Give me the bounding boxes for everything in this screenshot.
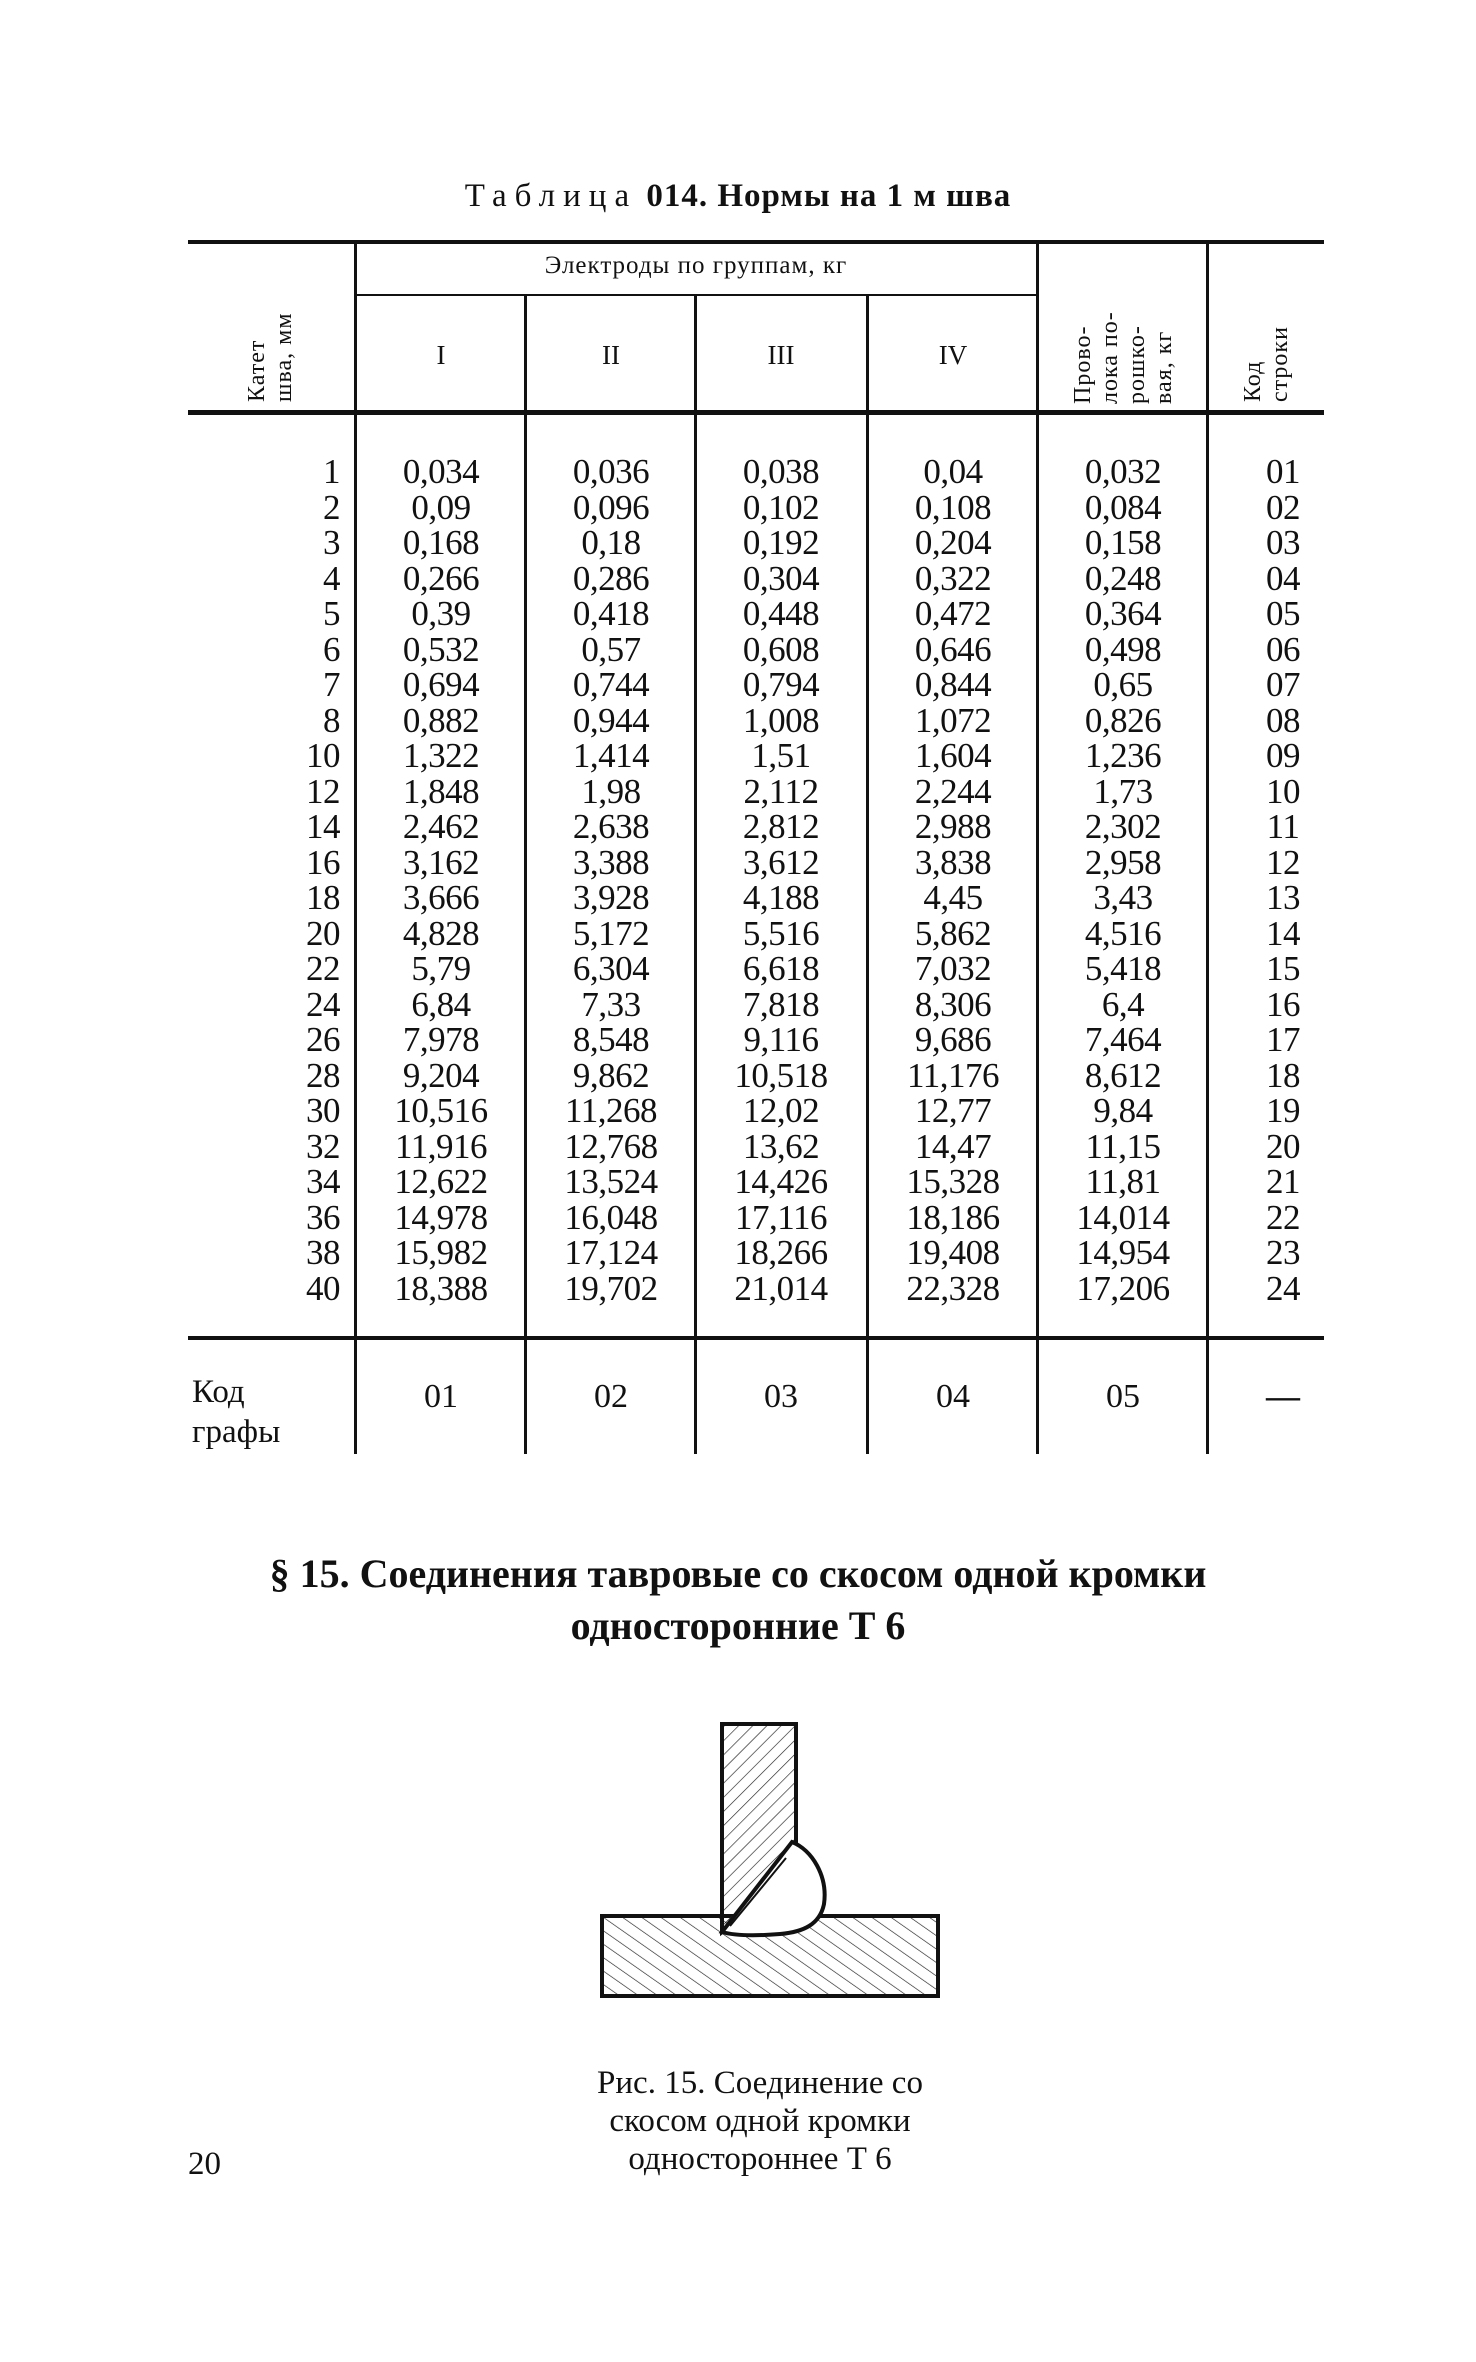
group-3-cell: 10,518 [734, 1055, 828, 1095]
group-3-cell: 6,618 [742, 949, 820, 988]
group-2-cell: 1,98 [581, 771, 641, 811]
group-3-cell: 4,188 [742, 878, 820, 917]
group-3-cell: 1,51 [751, 736, 811, 775]
row-code-cell: 20 [1266, 1126, 1300, 1166]
group-1-cell: 12,622 [394, 1162, 488, 1201]
header-wire: Прово- лока по- рошко- вая, кг [1070, 311, 1177, 404]
katet-cell: 28 [306, 1055, 340, 1095]
group-4-cell: 8,306 [914, 984, 992, 1024]
group-2-cell: 8,548 [572, 1020, 650, 1059]
group-3-cell: 17,116 [735, 1197, 827, 1237]
group-1-cell: 18,388 [394, 1268, 488, 1308]
row-code-cell: 05 [1266, 594, 1300, 633]
group-3-cell: 0,102 [742, 487, 820, 527]
wire-cell: 0,364 [1084, 594, 1162, 633]
group-3-cell: 0,192 [742, 523, 820, 562]
footer-code-1: 01 [424, 1378, 458, 1415]
katet-cell: 20 [306, 913, 340, 953]
group-2-column [526, 454, 696, 1306]
section-title-line-1: § 15. Соединения тавровые со скосом одной кромки [269, 1551, 1207, 1596]
group-2-cell: 0,418 [572, 594, 650, 633]
group-1-cell: 6,84 [411, 984, 471, 1024]
group-4-cell: 2,244 [914, 771, 992, 811]
wire-cell: 11,81 [1085, 1162, 1161, 1201]
group-4-cell: 3,838 [914, 842, 992, 882]
katet-column [190, 454, 340, 1306]
group-1-cell: 0,034 [402, 452, 480, 491]
group-3-cell: 13,62 [742, 1126, 820, 1166]
group-2-cell: 0,744 [572, 665, 650, 704]
wire-cell: 5,418 [1084, 949, 1162, 988]
row-code-cell: 13 [1266, 878, 1300, 917]
section-title-line-2: односторонние Т 6 [570, 1603, 906, 1648]
group-2-cell: 1,414 [572, 736, 650, 775]
group-3-cell: 2,812 [742, 807, 820, 846]
group-2-cell: 3,388 [572, 842, 650, 882]
group-4-cell: 9,686 [914, 1020, 992, 1059]
row-code-cell: 24 [1266, 1268, 1300, 1308]
wire-cell: 1,73 [1093, 771, 1153, 811]
figure-caption [530, 2064, 990, 2178]
section-title [0, 1548, 1476, 1652]
katet-cell: 24 [306, 984, 340, 1024]
footer-label: Код графы [192, 1374, 281, 1450]
group-3-cell: 2,112 [743, 771, 819, 811]
katet-cell: 4 [323, 558, 340, 598]
t-joint-drawing [580, 1700, 960, 2030]
group-2-cell: 16,048 [564, 1197, 658, 1237]
group-3-cell: 5,516 [742, 913, 820, 953]
group-3-cell: 14,426 [734, 1162, 828, 1201]
wire-cell: 8,612 [1084, 1055, 1162, 1095]
table-caption-word: Таблица [464, 178, 638, 214]
group-1-cell: 0,694 [402, 665, 480, 704]
wire-cell: 0,032 [1084, 452, 1162, 491]
group-1-column [356, 454, 526, 1306]
group-1-cell: 10,516 [394, 1091, 488, 1130]
katet-cell: 32 [306, 1126, 340, 1166]
t-joint-figure [580, 1700, 960, 2035]
wire-cell: 0,158 [1084, 523, 1162, 562]
header-row-code: Код строки [1240, 326, 1293, 402]
group-4-cell: 0,04 [923, 452, 983, 491]
group-1-cell: 11,916 [395, 1126, 487, 1166]
row-code-column [1208, 454, 1358, 1306]
group-1-cell: 0,39 [411, 594, 471, 633]
group-1-cell: 0,168 [402, 523, 480, 562]
table-top-rule [188, 240, 1324, 244]
group-3-cell: 0,448 [742, 594, 820, 633]
row-code-cell: 14 [1266, 913, 1300, 953]
wire-cell: 2,302 [1084, 807, 1162, 846]
katet-cell: 40 [306, 1268, 340, 1308]
group-4-cell: 5,862 [914, 913, 992, 953]
wire-cell: 17,206 [1076, 1268, 1170, 1308]
row-code-cell: 16 [1266, 984, 1300, 1024]
row-code-cell: 09 [1266, 736, 1300, 775]
footer-code-4: 04 [936, 1378, 970, 1415]
header-electrodes-group: Электроды по группам, кг [544, 252, 848, 279]
group-1-cell: 2,462 [402, 807, 480, 846]
group-1-cell: 0,09 [411, 487, 471, 527]
katet-cell: 1 [323, 452, 340, 491]
wire-cell: 0,248 [1084, 558, 1162, 598]
group-1-cell: 0,266 [402, 558, 480, 598]
group-1-cell: 0,882 [402, 700, 480, 740]
group-1-cell: 1,848 [402, 771, 480, 811]
header-group-3: III [767, 340, 795, 370]
group-2-cell: 6,304 [572, 949, 650, 988]
group-4-cell: 19,408 [906, 1233, 1000, 1272]
katet-cell: 8 [323, 700, 340, 740]
group-2-cell: 5,172 [572, 913, 650, 953]
group-2-cell: 2,638 [572, 807, 650, 846]
header-group-1: I [436, 340, 446, 370]
katet-cell: 16 [306, 842, 340, 882]
group-2-cell: 0,036 [572, 452, 650, 491]
katet-cell: 10 [306, 736, 340, 775]
group-1-cell: 15,982 [394, 1233, 488, 1272]
group-2-cell: 17,124 [564, 1233, 658, 1272]
wire-cell: 9,84 [1093, 1091, 1153, 1130]
katet-cell: 36 [306, 1197, 340, 1237]
row-code-cell: 08 [1266, 700, 1300, 740]
wire-cell: 1,236 [1084, 736, 1162, 775]
row-code-cell: 23 [1266, 1233, 1300, 1272]
group-3-cell: 0,608 [742, 629, 820, 669]
group-4-cell: 14,47 [914, 1126, 992, 1166]
row-code-cell: 01 [1266, 452, 1300, 491]
group-1-cell: 3,666 [402, 878, 480, 917]
group-4-cell: 12,77 [914, 1091, 992, 1130]
row-code-cell: 10 [1266, 771, 1300, 811]
group-4-cell: 11,176 [907, 1055, 999, 1095]
group-4-cell: 1,604 [914, 736, 992, 775]
group-4-cell: 18,186 [906, 1197, 1000, 1237]
row-code-cell: 19 [1266, 1091, 1300, 1130]
row-code-cell: 03 [1266, 523, 1300, 562]
group-1-cell: 14,978 [394, 1197, 488, 1237]
header-katet: Катет шва, мм [244, 312, 297, 402]
group-1-cell: 1,322 [402, 736, 480, 775]
group-2-cell: 11,268 [565, 1091, 657, 1130]
row-code-cell: 11 [1266, 807, 1300, 846]
katet-cell: 6 [323, 629, 340, 669]
group-3-cell: 3,612 [742, 842, 820, 882]
row-code-cell: 21 [1266, 1162, 1300, 1201]
group-3-column [696, 454, 866, 1306]
katet-cell: 30 [306, 1091, 340, 1130]
group-1-cell: 0,532 [402, 629, 480, 669]
group-2-cell: 12,768 [564, 1126, 658, 1166]
group-3-cell: 9,116 [743, 1020, 819, 1059]
wire-cell: 6,4 [1101, 984, 1145, 1024]
group-4-cell: 15,328 [906, 1162, 1000, 1201]
group-1-cell: 9,204 [402, 1055, 480, 1095]
group-2-cell: 0,096 [572, 487, 650, 527]
wire-cell: 7,464 [1084, 1020, 1162, 1059]
wire-cell: 4,516 [1084, 913, 1162, 953]
wire-cell: 0,084 [1084, 487, 1162, 527]
group-3-cell: 18,266 [734, 1233, 828, 1272]
row-code-cell: 15 [1266, 949, 1300, 988]
page-number: 20 [188, 2146, 221, 2182]
wire-column [1038, 454, 1208, 1306]
table-caption-rest: 014. Нормы на 1 м шва [637, 178, 1012, 214]
group-3-cell: 0,038 [742, 452, 820, 491]
footer-code-3: 03 [764, 1378, 798, 1415]
group-2-cell: 0,57 [581, 629, 641, 669]
katet-cell: 14 [306, 807, 340, 846]
katet-cell: 22 [306, 949, 340, 988]
header-bottom-rule [188, 410, 1324, 415]
footer-code-2: 02 [594, 1378, 628, 1415]
table-caption [0, 178, 1476, 215]
group-4-cell: 0,844 [914, 665, 992, 704]
group-4-cell: 7,032 [914, 949, 992, 988]
group-3-cell: 21,014 [734, 1268, 828, 1308]
header-group-4: IV [938, 340, 968, 370]
katet-cell: 7 [323, 665, 340, 704]
katet-cell: 12 [306, 771, 340, 811]
wire-cell: 11,15 [1085, 1126, 1161, 1166]
group-4-column [868, 454, 1038, 1306]
group-4-cell: 4,45 [923, 878, 983, 917]
group-3-cell: 1,008 [742, 700, 820, 740]
group-3-cell: 12,02 [742, 1091, 820, 1130]
group-1-cell: 7,978 [402, 1020, 480, 1059]
group-2-cell: 13,524 [564, 1162, 658, 1201]
body-bottom-rule [188, 1336, 1324, 1340]
figure-caption-line-1: Рис. 15. Соединение со [597, 2065, 923, 2101]
group-3-cell: 0,794 [742, 665, 820, 704]
group-2-cell: 0,944 [572, 700, 650, 740]
group-1-cell: 3,162 [402, 842, 480, 882]
figure-caption-line-3: одностороннее Т 6 [628, 2141, 892, 2177]
wire-cell: 14,014 [1076, 1197, 1170, 1237]
wire-cell: 0,65 [1093, 665, 1153, 704]
group-2-cell: 19,702 [564, 1268, 658, 1308]
wire-cell: 3,43 [1093, 878, 1153, 917]
wire-cell: 0,498 [1084, 629, 1162, 669]
katet-cell: 26 [306, 1020, 340, 1059]
group-4-cell: 0,108 [914, 487, 992, 527]
header-group-2: II [602, 340, 620, 370]
group-4-cell: 0,204 [914, 523, 992, 562]
wire-cell: 14,954 [1076, 1233, 1170, 1272]
group-4-cell: 2,988 [914, 807, 992, 846]
group-4-cell: 0,322 [914, 558, 992, 598]
footer-code-6: — [1266, 1378, 1300, 1415]
group-1-cell: 4,828 [402, 913, 480, 953]
row-code-cell: 04 [1266, 558, 1300, 598]
group-1-cell: 5,79 [411, 949, 471, 988]
group-3-cell: 0,304 [742, 558, 820, 598]
katet-cell: 5 [323, 594, 340, 633]
katet-cell: 38 [306, 1233, 340, 1272]
group-2-cell: 3,928 [572, 878, 650, 917]
katet-cell: 2 [323, 487, 340, 527]
katet-cell: 18 [306, 878, 340, 917]
katet-cell: 3 [323, 523, 340, 562]
group-4-cell: 1,072 [914, 700, 992, 740]
group-3-cell: 7,818 [742, 984, 820, 1024]
group-2-cell: 0,286 [572, 558, 650, 598]
group-2-cell: 0,18 [581, 523, 641, 562]
group-4-cell: 0,472 [914, 594, 992, 633]
group-4-cell: 0,646 [914, 629, 992, 669]
row-code-cell: 18 [1266, 1055, 1300, 1095]
row-code-cell: 17 [1266, 1020, 1300, 1059]
row-code-cell: 06 [1266, 629, 1300, 669]
row-code-cell: 12 [1266, 842, 1300, 882]
wire-cell: 2,958 [1084, 842, 1162, 882]
katet-cell: 34 [306, 1162, 340, 1201]
row-code-cell: 07 [1266, 665, 1300, 704]
row-code-cell: 02 [1266, 487, 1300, 527]
group-2-cell: 9,862 [572, 1055, 650, 1095]
group-4-cell: 22,328 [906, 1268, 1000, 1308]
row-code-cell: 22 [1266, 1197, 1300, 1237]
footer-code-5: 05 [1106, 1378, 1140, 1415]
wire-cell: 0,826 [1084, 700, 1162, 740]
group-2-cell: 7,33 [581, 984, 641, 1024]
figure-caption-line-2: скосом одной кромки [609, 2103, 911, 2139]
